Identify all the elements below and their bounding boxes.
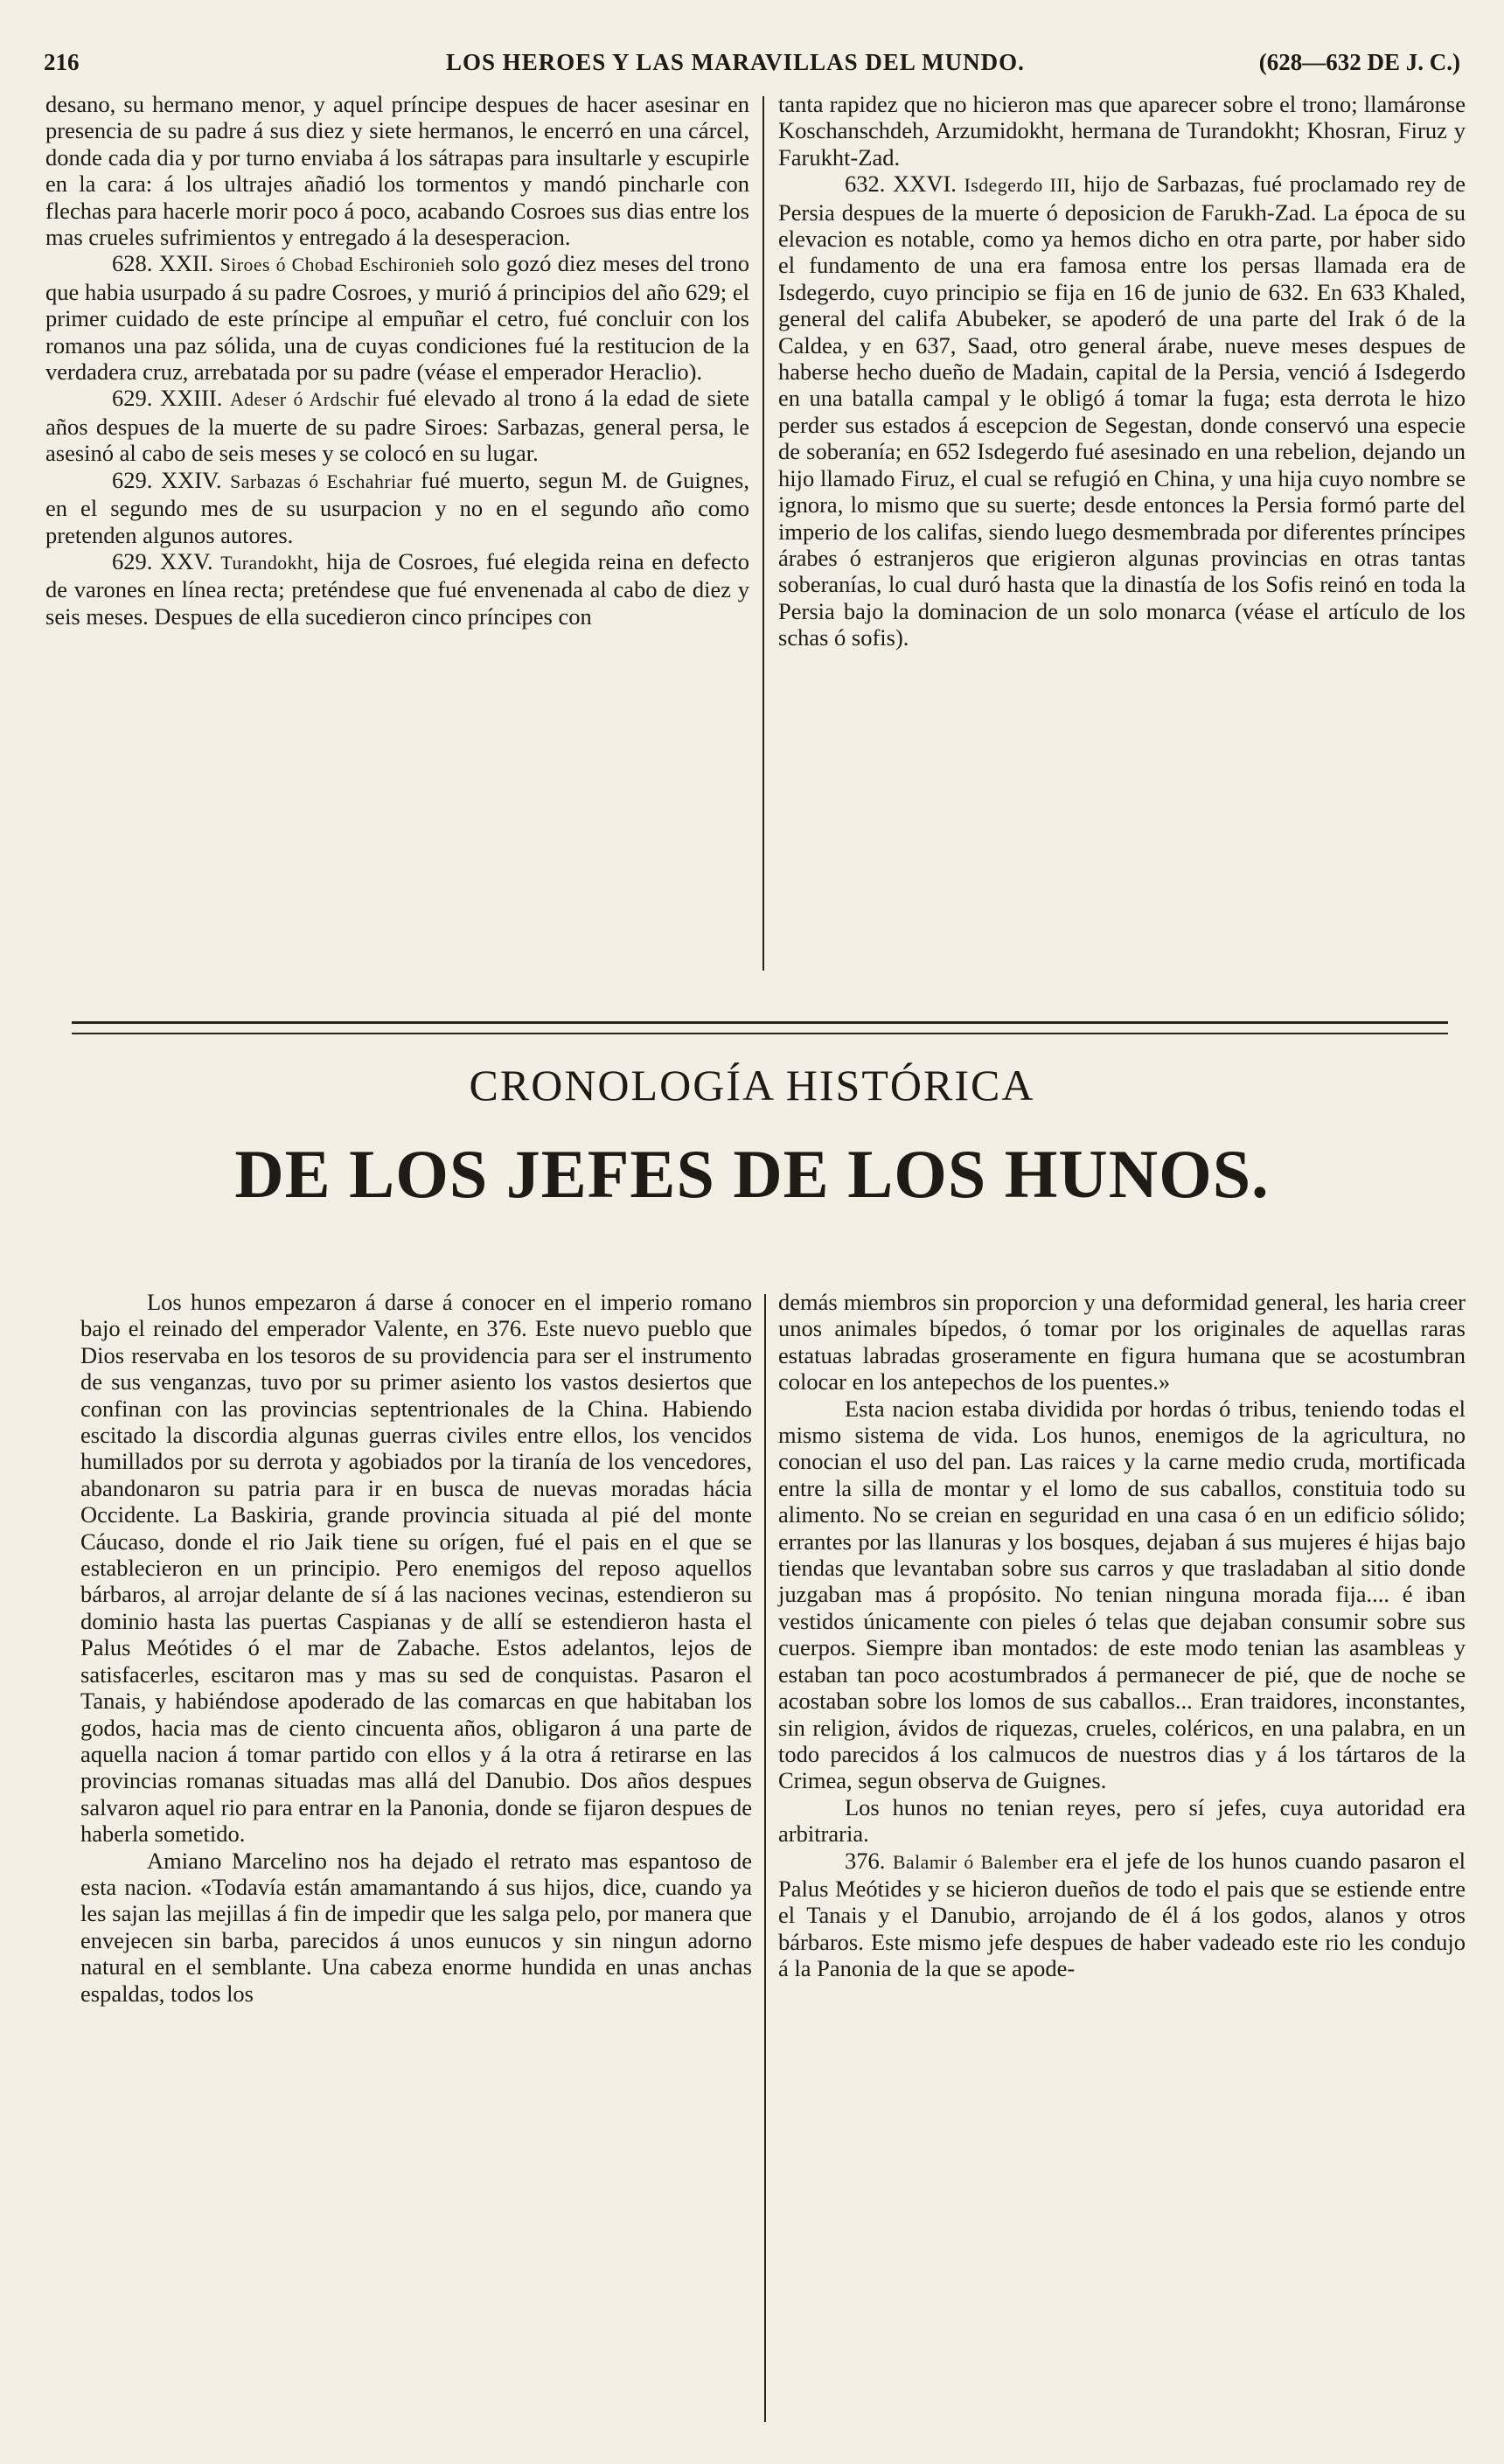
paragraph: Los hunos no tenian reyes, pero sí jefes, cuya autoridad era arbitraria. bbox=[778, 1793, 1466, 1848]
paragraph bbox=[778, 1848, 1466, 1982]
section-heading: DE LOS JEFES DE LOS HUNOS. bbox=[234, 1136, 1270, 1212]
ruler-name: Sarbazas ó Eschahriar bbox=[230, 470, 413, 492]
running-title: LOS HEROES Y LAS MARAVILLAS DEL MUNDO. bbox=[446, 49, 1025, 75]
date-range: (628—632 DE J. C.) bbox=[1258, 49, 1460, 75]
bottom-left-column bbox=[80, 1289, 752, 2007]
ruler-name: Turandokht bbox=[220, 552, 313, 574]
paragraph bbox=[45, 548, 749, 630]
entry-text: era el jefe de los hunos cuando pasaron el Palus Meótides y se hicieron dueños de todo el pais que se estiende entre el Tanais y el Danubio, arrojando de él á los godos, alanos y otros bárbaros. Este mismo jefe despues de haber vadeado este rio les condujo á la Panonia de la que se apode- bbox=[778, 1847, 1466, 1982]
page-number: 216 bbox=[44, 49, 80, 75]
entry-number: 632. XXVI. bbox=[845, 171, 964, 198]
entry-text: , hija de Cosroes, fué elegida reina en defecto de varones en línea recta; preténdese que fué envenenada al cabo de diez y seis meses. Despues de ella sucedieron cinco príncipes con bbox=[45, 547, 749, 630]
entry-number: 629. XXIV. bbox=[112, 466, 231, 493]
paragraph: desano, su hermano menor, y aquel príncipe despues de hacer asesinar en presencia de su padre á sus diez y siete hermanos, le encerró en una cárcel, donde cada dia y por turno enviaba á los sátrapas para insultarle y escupirle en la cara: á los ultrajes añadió los tormentos y mandó pincharle con flechas para hacerle morir poco á poco, acabando Cosroes sus dias entre los mas crueles sufrimientos y entregado á la desesperacion. bbox=[45, 91, 749, 251]
entry-number: 628. XXII. bbox=[112, 250, 220, 277]
entry-number: 629. XXV. bbox=[112, 547, 221, 574]
section-divider bbox=[72, 1021, 1448, 1034]
entry-text: fué muerto, segun M. de Guignes, en el segundo mes de su usurpacion y no en el segundo año como pretenden algunos autores. bbox=[45, 466, 749, 548]
paragraph: Los hunos empezaron á darse á conocer en el imperio romano bajo el reinado del emperador Valente, en 376. Este nuevo pueblo que Dios reservaba en los tesoros de su providencia para ser el instrumento de sus venganzas, tuvo por su primer asiento los vastos desiertos que confinan con las provincias septentrionales de la China. Habiendo escitado la discordia algunas guerras civiles entre ellos, los vencidos humillados por su derrota y agobiados por la tiranía de los vencedores, abandonaron su patria para ir en busca de nuevas moradas hácia Occidente. La Baskiria, grande provincia situada al pié del monte Cáucaso, donde el rio Jaik tiene su orígen, fué el pais en el que se establecieron en un principio. Pero enemigos del reposo aquellos bárbaros, al arrojar delante de sí á las naciones vecinas, estendieron su dominio hasta las puertas Caspianas y de allí se estendieron hasta el Palus Meótides ó el mar de Zabache. Estos adelantos, lejos de satisfacerles, escitaron mas y mas su sed de conquistas. Pasaron el Tanais, y habiéndose apoderado de las comarcas en que habitaban los godos, hacia mas de ciento cincuenta años, obligaron á una parte de aquella nacion á tomar partido con ellos y á la otra á retirarse en las provincias romanas situadas mas allá del Danubio. Dos años despues salvaron aquel rio para entrar en la Panonia, donde se fijaron despues de haberla sometido. bbox=[80, 1289, 752, 1848]
paragraph bbox=[45, 385, 749, 466]
running-header bbox=[44, 45, 1460, 80]
ruler-name: Adeser ó Ardschir bbox=[230, 389, 379, 411]
ruler-name: Siroes ó Chobad Eschironieh bbox=[219, 254, 456, 276]
entry-text: fué elevado al trono á la edad de siete años despues de la muerte de su padre Siroes: Sarbazas, general persa, le asesinó al cabo de seis meses y se colocó en su lugar. bbox=[45, 385, 750, 467]
top-right-column bbox=[778, 91, 1466, 651]
ruler-name: Isdegerdo III bbox=[964, 175, 1070, 197]
paragraph: tanta rapidez que no hicieron mas que aparecer sobre el trono; llamáronse Koschanschdeh, Arzumidokht, hermana de Turandokht; Khosran, Firuz y Farukht-Zad. bbox=[778, 91, 1466, 171]
column-divider-top bbox=[762, 96, 764, 971]
paragraph bbox=[45, 467, 749, 548]
paragraph: demás miembros sin proporcion y una deformidad general, les haria creer unos animales bípedos, ó tomar por los originales de aquellas raras estatuas labradas groseramente en figura humana que se acostumbran colocar en los antepechos de los puentes.» bbox=[778, 1289, 1466, 1396]
section-title: CRONOLOGÍA HISTÓRICA bbox=[469, 1061, 1035, 1110]
paragraph bbox=[45, 250, 749, 385]
paragraph bbox=[778, 171, 1466, 651]
entry-text: solo gozó diez meses del trono que habia usurpado á su padre Cosroes, y murió á principios del año 629; el primer cuidado de este príncipe al empuñar el cetro, fué concluir con los romanos una paz sólida, una de cuyas condiciones fué la restitucion de la verdadera cruz, arrebatada por su padre (véase el emperador Heraclio). bbox=[45, 250, 749, 386]
bottom-right-column bbox=[778, 1289, 1466, 1982]
entry-text: , hijo de Sarbazas, fué proclamado rey de Persia despues de la muerte ó deposicion de Farukh-Zad. La época de su elevacion es notable, como ya hemos dicho en otra parte, por haber sido el fundamento de una era famosa entre los persas llamada era de Isdegerdo, cuyo principio se fija en 16 de junio de 632. En 633 Khaled, general del califa Abubeker, se apoderó de una parte del Irak ó de la Caldea, y en 637, Saad, otro general árabe, nueve meses despues de haberse hecho dueño de Madain, capital de la Persia, venció á Isdegerdo en una batalla campal y le obligó á tomar la fuga; esta derrota le hizo perder sus estados á escepcion de Segestan, donde conservó una especie de soberanía; en 652 Isdegerdo fué asesinado en una rebelion, dejando un hijo llamado Firuz, el cual se refugió en China, y una hija cuyo nombre se ignora, lo mismo que su suerte; desde entonces la Persia formó parte del imperio de los califas, siendo luego desmembrada por diferentes príncipes árabes ó estranjeros que erigieron algunas provincias en otras tantas soberanías, lo cual duró hasta que la dinastía de los Sofis reinó en toda la Persia bajo la dominacion de un solo monarca (véase el artículo de los schas ó sofis). bbox=[778, 171, 1466, 651]
ruler-name: Balamir ó Balember bbox=[892, 1851, 1059, 1873]
paragraph: Esta nacion estaba dividida por hordas ó tribus, teniendo todas el mismo sistema de vida. Los hunos, enemigos de la agricultura, no conocian el uso del pan. Las raices y la carne medio cruda, mortificada entre la silla de montar y el lomo de sus caballos, constituia todo su alimento. No se creian en seguridad en una casa ó en un edificio sólido; errantes por las llanuras y los bosques, dejaban á sus mujeres é hijas bajo tiendas que levantaban sobre sus carros y que trasladaban al sitio donde juzgaban mas á propósito. No tenian ninguna morada fija.... é iban vestidos únicamente con pieles ó telas que dejaban consumir sobre sus cuerpos. Siempre iban montados: de este modo tenian las asambleas y estaban tan poco acostumbrados á permanecer de pié, que de noche se acostaban sobre los lomos de sus caballos... Eran traidores, inconstantes, sin religion, ávidos de riquezas, crueles, coléricos, en una palabra, en un todo parecidos á los calmucos de nuestros dias y á los tártaros de la Crimea, segun observa de Guignes. bbox=[778, 1395, 1466, 1794]
column-divider-bottom bbox=[764, 1294, 766, 2422]
entry-number: 629. XXIII. bbox=[112, 385, 231, 412]
top-left-column bbox=[45, 91, 749, 630]
paragraph: Amiano Marcelino nos ha dejado el retrato mas espantoso de esta nacion. «Todavía están amamantando á sus hijos, dice, cuando ya les sajan las mejillas á fin de impedir que les salga pelo, por manera que envejecen sin barba, parecidos á unos eunucos y sin ningun adorno natural en el semblante. Una cabeza enorme hundida en unas anchas espaldas, todos los bbox=[80, 1847, 752, 2007]
entry-number: 376. bbox=[845, 1847, 893, 1874]
